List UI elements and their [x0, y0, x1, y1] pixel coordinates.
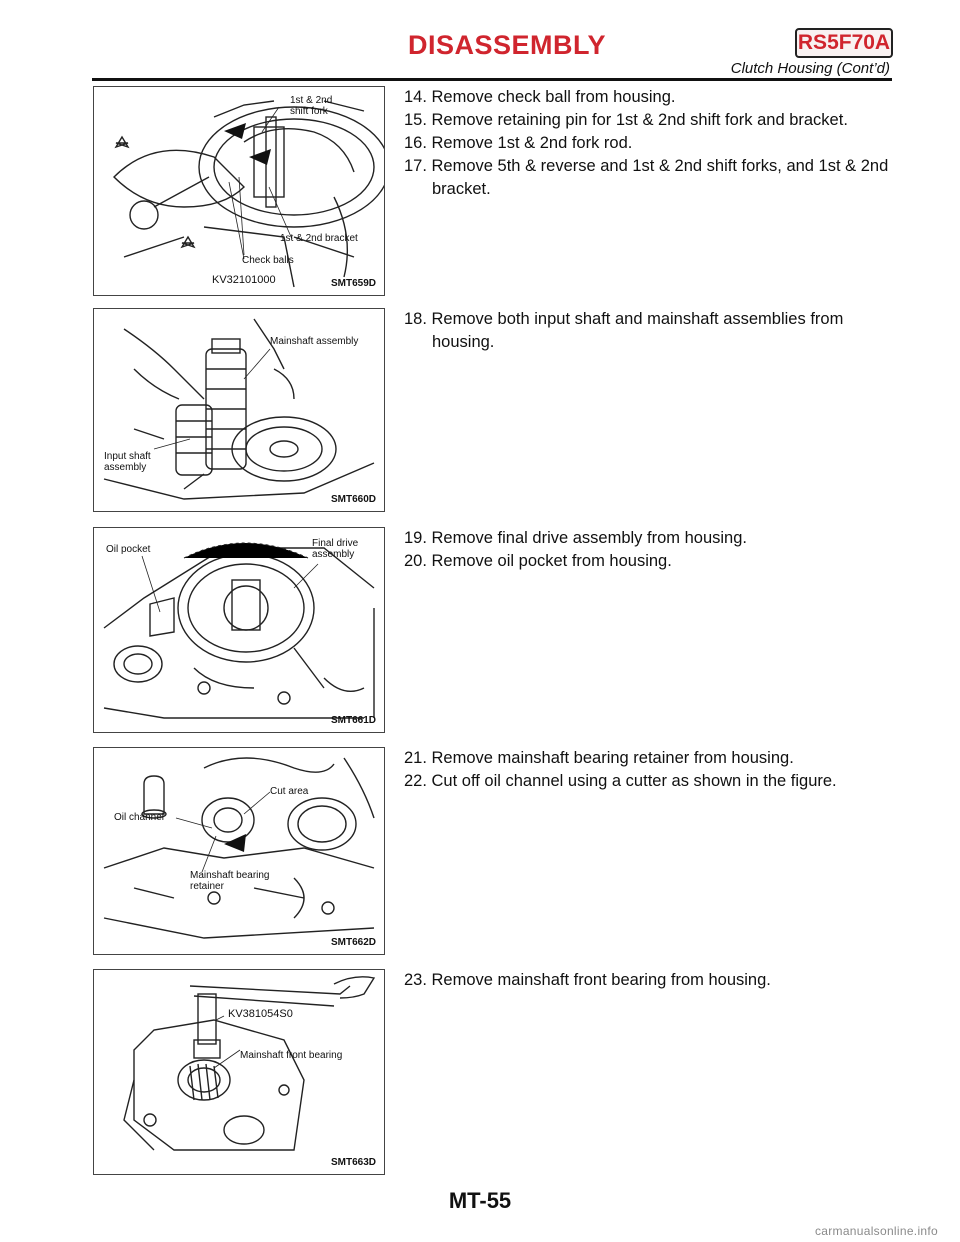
step-19: 19. Remove final drive assembly from housing. [404, 529, 747, 547]
step-21: 21. Remove mainshaft bearing retainer from housing. [404, 749, 794, 767]
callout-oil-pocket: Oil pocket [106, 544, 151, 555]
watermark: carmanualsonline.info [814, 1224, 938, 1238]
step-14: 14. Remove check ball from housing. [404, 88, 676, 106]
callout-check-balls: Check balls [242, 255, 294, 266]
step-15: 15. Remove retaining pin for 1st & 2nd shift fork and bracket. [404, 111, 848, 129]
steps-group-2 [404, 308, 894, 354]
callout-mainshaft: Mainshaft assembly [270, 336, 359, 347]
figure-final-drive [93, 527, 385, 733]
callout-input-shaft: Input shaft assembly [104, 451, 151, 473]
header-divider [92, 78, 892, 81]
illustration-shift-fork [94, 87, 384, 295]
figure-code: SMT663D [330, 1157, 376, 1168]
steps-group-5 [404, 969, 894, 992]
callout-cut-area: Cut area [270, 786, 309, 797]
figure-code: SMT661D [330, 715, 376, 726]
callout-tool-kv381054s0: KV381054S0 [228, 1008, 293, 1020]
step-20: 20. Remove oil pocket from housing. [404, 552, 672, 570]
page-number: MT-55 [448, 1188, 512, 1213]
callout-front-bearing: Mainshaft front bearing [240, 1050, 343, 1061]
illustration-oil-channel [94, 748, 384, 954]
step-23: 23. Remove mainshaft front bearing from housing. [404, 971, 771, 989]
callout-shift-fork: 1st & 2nd shift fork [290, 95, 333, 117]
figure-code: SMT662D [330, 937, 376, 948]
model-badge: RS5F70A [795, 28, 893, 58]
figure-code: SMT659D [330, 278, 376, 289]
callout-bracket: 1st & 2nd bracket [280, 233, 358, 244]
callout-oil-channel: Oil channel [114, 812, 165, 823]
callout-bearing-retainer: Mainshaft bearing retainer [190, 870, 270, 892]
step-17: 17. Remove 5th & reverse and 1st & 2nd shift forks, and 1st & 2nd bracket. [404, 157, 889, 198]
steps-group-1 [404, 86, 894, 201]
callout-tool-kv32101000: KV32101000 [212, 274, 276, 286]
figure-oil-channel [93, 747, 385, 955]
section-subtitle: Clutch Housing (Cont’d) [730, 60, 890, 77]
step-16: 16. Remove 1st & 2nd fork rod. [404, 134, 633, 152]
figure-front-bearing [93, 969, 385, 1175]
figure-code: SMT660D [330, 494, 376, 505]
step-22: 22. Cut off oil channel using a cutter as shown in the figure. [404, 772, 837, 790]
step-18: 18. Remove both input shaft and mainshaft assemblies from housing. [404, 310, 844, 351]
figure-check-balls [93, 86, 385, 296]
steps-group-3 [404, 527, 894, 573]
illustration-front-bearing [94, 970, 384, 1174]
callout-final-drive: Final drive assembly [312, 538, 359, 560]
steps-group-4 [404, 747, 894, 793]
figure-shaft-assemblies [93, 308, 385, 512]
section-title: DISASSEMBLY [408, 30, 607, 60]
